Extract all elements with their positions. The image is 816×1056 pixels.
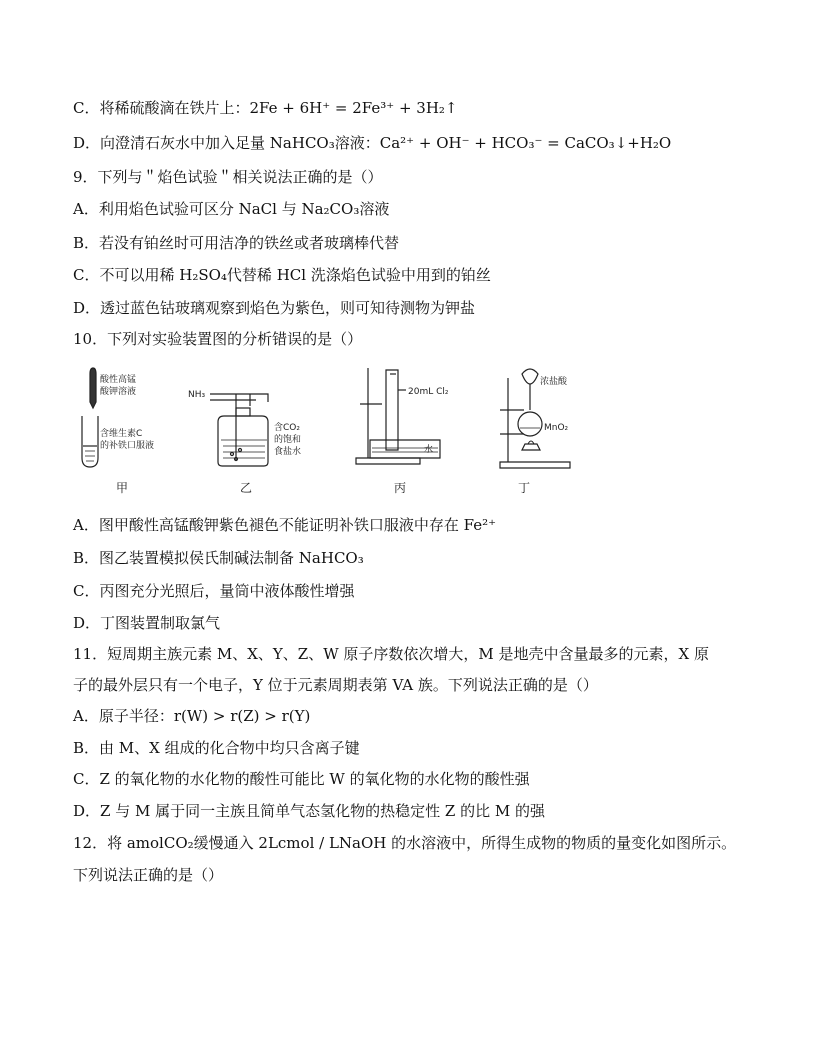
apparatus-yi [210,394,268,466]
caption-yi: 乙 [240,481,253,495]
yi-solution-label-2: 的饱和 [274,435,302,445]
jia-reagent-label-2: 酸钾溶液 [100,387,137,397]
q9-stem: 9．下列与＂焰色试验＂相关说法正确的是（） [73,168,383,186]
yi-gas-label: NH₃ [188,390,206,400]
q8-option-c [73,98,458,118]
apparatus-drawing [76,364,596,500]
q10-option-d: D．丁图装置制取氯气 [73,614,221,632]
q8-option-d [73,133,671,153]
q11-option-c: C．Z 的氧化物的水化物的酸性可能比 W 的氧化物的水化物的酸性强 [73,770,530,788]
q8-option-d-equation: Ca²⁺ + OH⁻ + HCO₃⁻ = CaCO₃↓+H₂O [379,134,672,152]
caption-jia: 甲 [116,481,129,495]
q11-option-d: D．Z 与 M 属于同一主族且简单气态氢化物的热稳定性 Z 的比 M 的强 [73,802,545,820]
q9-option-c: C．不可以用稀 H₂SO₄代替稀 HCl 洗涤焰色试验中用到的铂丝 [73,266,491,284]
jia-sample-label-1: 含维生素C [100,429,143,439]
q8-option-d-text: D．向澄清石灰水中加入足量 NaHCO₃溶液： [73,134,380,152]
apparatus-jia [82,368,98,467]
q12-stem-line-2: 下列说法正确的是（） [73,866,224,884]
q10-apparatus-figure [76,364,596,500]
yi-solution-label-1: 含CO₂ [274,423,300,433]
q12-stem-line-1: 12．将 amolCO₂缓慢通入 2Lcmol / LNaOH 的水溶液中，所得生成物的物质的量变化如图所示。 [73,834,737,852]
q9-option-b: B．若没有铂丝时可用洁净的铁丝或者玻璃棒代替 [73,234,400,252]
q9-option-a: A．利用焰色试验可区分 NaCl 与 Na₂CO₃溶液 [73,200,390,218]
jia-sample-label-2: 的补铁口服液 [100,441,155,451]
yi-solution-label-3: 食盐水 [274,447,302,457]
caption-ding: 丁 [518,481,531,495]
q8-option-c-text: C．将稀硫酸滴在铁片上： [73,99,250,117]
bing-gas-label: 20mL Cl₂ [408,387,449,397]
q8-option-c-equation: 2Fe + 6H⁺ = 2Fe³⁺ + 3H₂↑ [249,99,458,117]
q11-stem-line-2: 子的最外层只有一个电子，Y 位于元素周期表第 VA 族。下列说法正确的是（） [73,676,598,694]
ding-mno2-label: MnO₂ [544,423,569,433]
q11-option-a: A．原子半径：r(W) > r(Z) > r(Y) [73,707,311,725]
bing-water-label: 水 [424,445,434,455]
q10-option-c: C．丙图充分光照后，量筒中液体酸性增强 [73,582,355,600]
jia-reagent-label-1: 酸性高锰 [100,375,137,385]
q10-option-a: A．图甲酸性高锰酸钾紫色褪色不能证明补铁口服液中存在 Fe²⁺ [73,516,496,534]
q11-stem-line-1: 11．短周期主族元素 M、X、Y、Z、W 原子序数依次增大，M 是地壳中含量最多的元素，X 原 [73,645,709,663]
q11-option-b: B．由 M、X 组成的化合物中均只含离子键 [73,739,360,757]
q9-option-d: D．透过蓝色钴玻璃观察到焰色为紫色，则可知待测物为钾盐 [73,299,476,317]
caption-bing: 丙 [394,481,407,495]
q10-option-b: B．图乙装置模拟侯氏制碱法制备 NaHCO₃ [73,549,364,567]
ding-acid-label: 浓盐酸 [540,377,568,387]
q10-stem: 10．下列对实验装置图的分析错误的是（） [73,330,363,348]
